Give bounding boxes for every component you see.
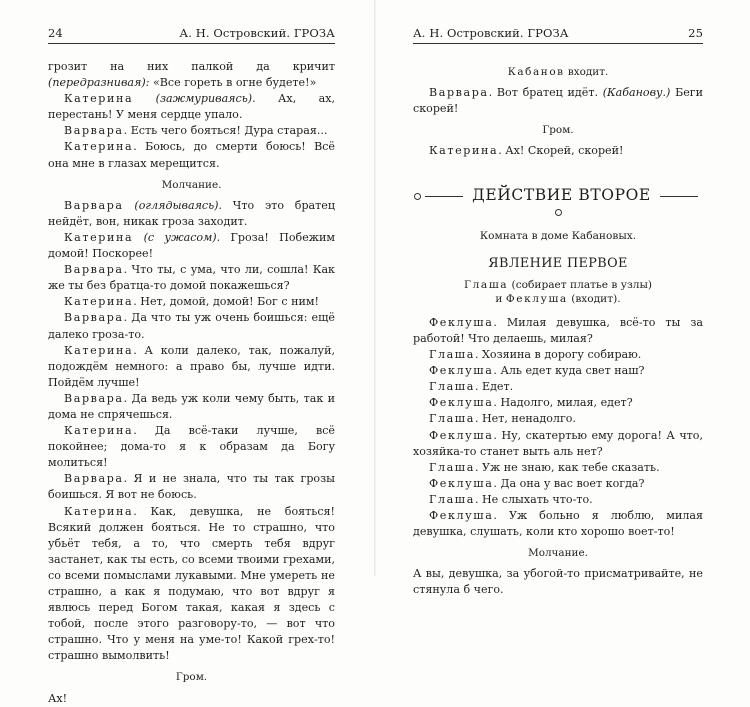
act-heading bbox=[413, 187, 703, 219]
right-top-dialogue bbox=[413, 64, 703, 159]
speaker-name: Варвара bbox=[64, 198, 124, 212]
dialogue-text: . Надолго, милая, едет? bbox=[493, 396, 633, 410]
dialogue-line bbox=[48, 139, 335, 171]
speaker-name: Катерина bbox=[64, 343, 134, 357]
speaker-name: Варвара bbox=[64, 124, 124, 138]
dialogue-line bbox=[48, 91, 335, 123]
ornament-line-right bbox=[660, 196, 698, 197]
dialogue-text: . Да что ты уж очень боишься: ещё далеко гроза-то. bbox=[48, 311, 335, 341]
right-header-rule bbox=[413, 43, 703, 44]
stage-direction: (передразнивая): bbox=[48, 76, 150, 90]
dialogue-line bbox=[413, 508, 703, 540]
dialogue-line bbox=[413, 566, 703, 598]
dialogue-text: . Что ты, с ума, что ли, сошла! Как же ты без братца-то домой покажешься? bbox=[48, 263, 335, 293]
dialogue-text: . Уж не знаю, как тебе сказать. bbox=[474, 460, 660, 474]
speaker-name: Феклуша bbox=[429, 508, 494, 522]
dialogue-text: Что это братец нейдёт, вон, никак гроза заходит. bbox=[48, 198, 335, 228]
speaker-name: Феклуша bbox=[429, 364, 494, 378]
dialogue-text: . Милая девушка, всё-то ты за работой! Что делаешь, милая? bbox=[413, 315, 703, 345]
dialogue-text: Гром. bbox=[542, 124, 574, 137]
dialogue-text: . Да всё-таки лучше, всё покойнее; дома-то я к образам да Богу молиться! bbox=[48, 424, 335, 470]
stage-note bbox=[413, 64, 703, 80]
speaker-name: Катерина bbox=[64, 230, 134, 244]
scene-title: ЯВЛЕНИЕ ПЕРВОЕ bbox=[488, 255, 628, 271]
speaker-name: Катерина bbox=[64, 295, 134, 309]
speaker-name: Катерина bbox=[64, 92, 134, 106]
stage-note: Гром. bbox=[175, 671, 208, 684]
dialogue-text: . Боюсь, до смерти боюсь! Всё она мне в глазах мерещится. bbox=[48, 140, 335, 170]
ornament-line-left bbox=[425, 196, 463, 197]
speaker-name: Варвара bbox=[64, 472, 124, 486]
dialogue-line bbox=[413, 476, 703, 492]
speaker-name: Катерина bbox=[64, 504, 134, 518]
speaker-name: Катерина bbox=[64, 424, 134, 438]
dialogue-text: . Аль едет куда свет наш? bbox=[493, 364, 645, 378]
speaker-name: Глаша bbox=[429, 460, 475, 474]
speaker-name: Кабанов bbox=[507, 66, 565, 78]
cast-line-1 bbox=[413, 278, 703, 293]
stage-note bbox=[413, 122, 703, 138]
dialogue-text: . Ну, скатертью ему дорога! А что, хозяйка-то станет выть аль нет? bbox=[413, 428, 703, 458]
dialogue-text bbox=[133, 231, 143, 244]
right-page-text bbox=[413, 59, 703, 598]
speaker-name: Феклуша bbox=[429, 428, 494, 442]
dialogue-line bbox=[48, 471, 335, 503]
dialogue-text: Ах! bbox=[48, 691, 68, 705]
dialogue-line bbox=[413, 395, 703, 411]
dialogue-text bbox=[133, 92, 155, 105]
dialogue-text: . Есть чего бояться! Дура старая... bbox=[123, 124, 328, 138]
speaker-name: Варвара bbox=[64, 263, 124, 277]
dialogue-text: . Да она у вас воет когда? bbox=[493, 476, 645, 490]
dialogue-text: грозит на них палкой да кричит bbox=[48, 60, 335, 73]
dialogue-text: Молчание. bbox=[528, 547, 588, 560]
dialogue-line bbox=[413, 411, 703, 427]
dialogue-text: и bbox=[495, 293, 506, 306]
left-page-number: 24 bbox=[48, 26, 63, 40]
dialogue-text: (входит). bbox=[567, 293, 621, 306]
dialogue-line bbox=[48, 262, 335, 294]
stage-note bbox=[413, 545, 703, 561]
speaker-name: Глаша bbox=[429, 348, 475, 362]
speaker-name: Глаша bbox=[429, 380, 475, 394]
cast-line-2 bbox=[413, 292, 703, 307]
dialogue-text: . Хозяина в дорогу собираю. bbox=[474, 348, 642, 362]
dialogue-line bbox=[48, 123, 335, 139]
dialogue-line bbox=[413, 347, 703, 363]
dialogue-line bbox=[48, 294, 335, 310]
speaker-name: Глаша bbox=[429, 412, 475, 426]
right-page-number: 25 bbox=[688, 26, 703, 40]
dialogue-line bbox=[48, 691, 335, 707]
speaker-name: Варвара bbox=[429, 86, 489, 100]
speaker-name: Феклуша bbox=[429, 476, 494, 490]
dialogue-text: Ах, ах, перестань! У меня сердце упало. bbox=[48, 92, 336, 122]
stage-direction: (Кабанову.) bbox=[602, 86, 671, 100]
stage-direction: (с ужасом). bbox=[143, 230, 221, 244]
room-description: Комната в доме Кабановых. bbox=[479, 229, 637, 242]
dialogue-line bbox=[413, 85, 703, 117]
speaker-name: Глаша bbox=[463, 278, 509, 291]
dialogue-line bbox=[48, 504, 335, 665]
dialogue-text: . Как, девушка, не бояться! Всякий должен бояться. Не то страшно, что убьёт тебя, а то, что смерть тебя вдруг застанет, как ты есть, со всеми твоими грехами, со всеми помыслами лукавыми. Мне умереть не страшно, а как я подумаю, что вот вдруг я явлюсь перед Богом такая, какая я здесь с тобой, после этого разговору-то, — вот что страшно. Что у меня на уме-то! Какой грех-то! страшно вымолвить! bbox=[48, 504, 335, 663]
dialogue-text: (собирает платье в узлы) bbox=[508, 278, 653, 291]
ornament-dot-right bbox=[555, 209, 562, 216]
speaker-name: Катерина bbox=[64, 140, 134, 154]
speaker-name: Феклуша bbox=[429, 396, 494, 410]
left-page bbox=[0, 0, 375, 705]
ornament-dot-left bbox=[414, 193, 421, 200]
dialogue-line bbox=[48, 423, 335, 471]
dialogue-text: . Ах! Скорей, скорей! bbox=[498, 144, 624, 158]
stage-direction: (оглядываясь). bbox=[134, 198, 223, 212]
dialogue-line bbox=[413, 363, 703, 379]
dialogue-text: . Вот братец идёт. bbox=[488, 86, 603, 100]
dialogue-line bbox=[48, 310, 335, 342]
dialogue-line bbox=[48, 391, 335, 423]
right-bottom-dialogue bbox=[413, 315, 703, 599]
dialogue-text: . Уж больно я люблю, милая девушка, слушать, коли кто хорошо воет-то! bbox=[413, 508, 703, 539]
dialogue-line bbox=[413, 428, 703, 460]
dialogue-text: Гроза! Побежим домой! Поскорее! bbox=[48, 230, 335, 261]
dialogue-line bbox=[48, 198, 335, 230]
dialogue-text: . Не слыхать что-то. bbox=[474, 492, 593, 506]
dialogue-line bbox=[413, 315, 703, 347]
speaker-name: Варвара bbox=[64, 391, 124, 405]
dialogue-text: . А коли далеко, так, пожалуй, подождём немного: а право бы, лучше идти. Пойдём лучше! bbox=[48, 343, 335, 389]
dialogue-text: . Едет. bbox=[474, 380, 514, 394]
dialogue-text: входит. bbox=[564, 66, 609, 78]
speaker-name: Феклуша bbox=[429, 315, 494, 329]
dialogue-line bbox=[413, 379, 703, 395]
speaker-name: Глаша bbox=[429, 492, 475, 506]
right-running-title: А. Н. Островский. ГРОЗА bbox=[413, 26, 569, 40]
dialogue-line bbox=[413, 460, 703, 476]
left-running-title: А. Н. Островский. ГРОЗА bbox=[179, 26, 335, 40]
dialogue-text: «Все гореть в огне будете!» bbox=[149, 76, 317, 90]
speaker-name: Катерина bbox=[429, 144, 499, 158]
speaker-name: Варвара bbox=[64, 311, 124, 325]
dialogue-text: Беги скорей! bbox=[413, 86, 703, 116]
dialogue-text: А вы, девушка, за убогой-то присматривайте, не стянула б чего. bbox=[413, 567, 703, 597]
left-header-rule bbox=[48, 43, 335, 44]
cast-list bbox=[413, 278, 703, 307]
dialogue-text: . Я и не знала, что ты так грозы боишься. Я вот не боюсь. bbox=[48, 472, 335, 502]
left-page-text bbox=[48, 59, 335, 707]
dialogue-text bbox=[124, 199, 135, 212]
dialogue-text: . Нет, ненадолго. bbox=[474, 412, 576, 426]
stage-note: Молчание. bbox=[161, 178, 222, 191]
dialogue-text: . Нет, домой, домой! Бог с ним! bbox=[133, 295, 319, 309]
dialogue-line bbox=[48, 230, 335, 262]
speaker-name: Феклуша bbox=[505, 293, 568, 306]
dialogue-line bbox=[413, 492, 703, 508]
dialogue-line bbox=[413, 143, 703, 159]
dialogue-text: . Да ведь уж коли чему быть, так и дома не спрячешься. bbox=[48, 391, 335, 421]
dialogue-line bbox=[48, 343, 335, 391]
act-title: ДЕЙСТВИЕ ВТОРОЕ bbox=[472, 186, 651, 205]
dialogue-line bbox=[48, 59, 335, 91]
stage-direction: (зажмуриваясь). bbox=[155, 92, 256, 106]
right-page bbox=[375, 0, 750, 597]
